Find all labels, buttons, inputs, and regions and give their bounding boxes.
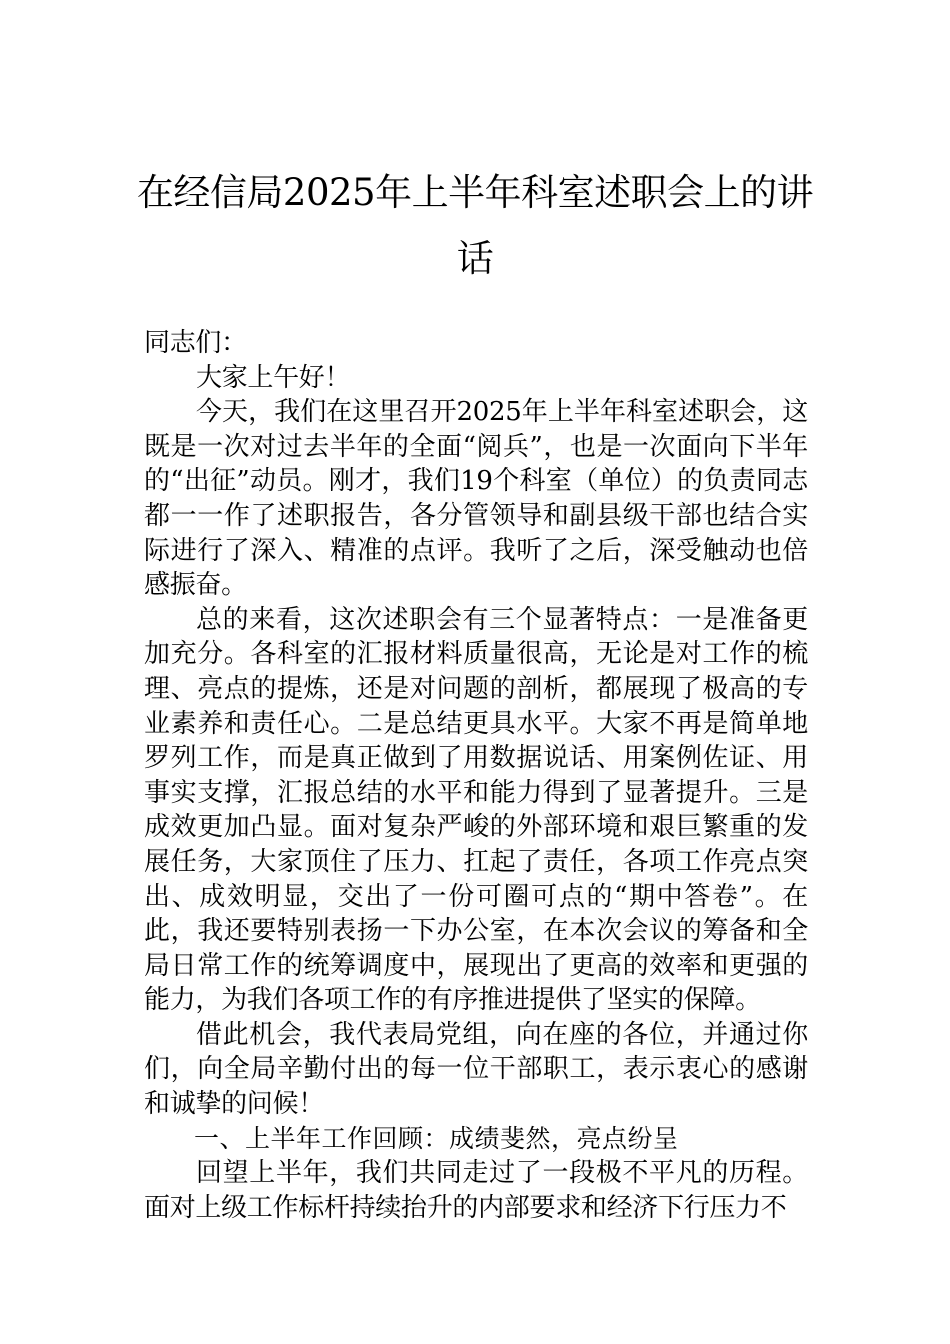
paragraph-review: 回望上半年，我们共同走过了一段极不平凡的历程。面对上级工作标杆持续抬升的内部要求和经济下行压力不 [144,1158,808,1223]
paragraph-features: 总的来看，这次述职会有三个显著特点：一是准备更加充分。各科室的汇报材料质量很高，无论是对工作的梳理、亮点的提炼，还是对问题的剖析，都展现了极高的专业素养和责任心。二是总结更具水平。大家不再是简单地罗列工作，而是真正做到了用数据说话、用案例佐证、用事实支撑，汇报总结的水平和能力得到了显著提升。三是成效更加凸显。面对复杂严峻的外部环境和艰巨繁重的发展任务，大家顶住了压力、扛起了责任，各项工作亮点突出、成效明显，交出了一份可圈可点的“期中答卷”。在此，我还要特别表扬一下办公室，在本次会议的筹备和全局日常工作的统筹调度中，展现出了更高的效率和更强的能力，为我们各项工作的有序推进提供了坚实的保障。 [144,604,808,1016]
paragraph-thanks: 借此机会，我代表局党组，向在座的各位，并通过你们，向全局辛勤付出的每一位干部职工，表示衷心的感谢和诚挚的问候！ [144,1019,808,1120]
paragraph-intro: 今天，我们在这里召开2025年上半年科室述职会，这既是一次对过去半年的全面“阅兵”，也是一次面向下半年的“出征”动员。刚才，我们19个科室（单位）的负责同志都一一作了述职报告，各分管领导和副县级干部也结合实际进行了深入、精准的点评。我听了之后，深受触动也倍感振奋。 [144,397,808,601]
document-title: 在经信局2025年上半年科室述职会上的讲话 [136,171,814,280]
document-body [144,326,808,1225]
paragraph-greeting: 大家上午好！ [196,362,351,393]
section-heading: 一、上半年工作回顾：成绩斐然，亮点纷呈 [194,1123,679,1153]
salutation: 同志们： [144,328,247,358]
